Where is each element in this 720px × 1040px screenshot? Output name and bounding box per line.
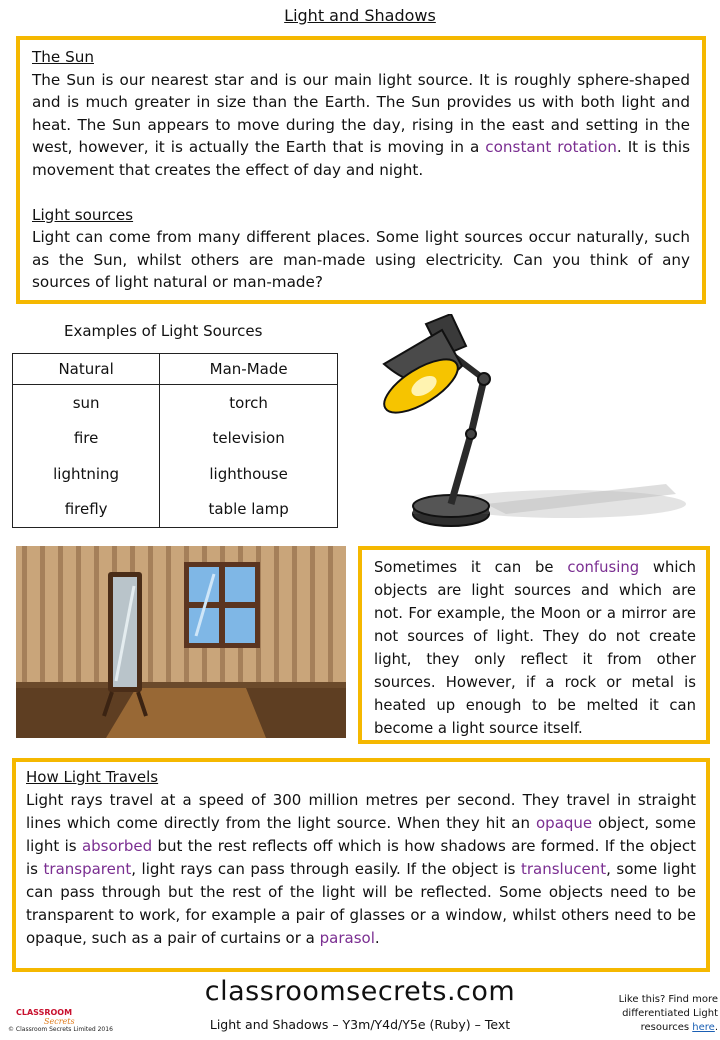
svg-text:CLASSROOM: CLASSROOM bbox=[16, 1008, 73, 1017]
table-cell: table lamp bbox=[160, 492, 338, 528]
footer-website: classroomsecrets.com bbox=[204, 976, 516, 1007]
keyword-translucent: translucent bbox=[520, 860, 607, 878]
desk-lamp-illustration bbox=[366, 314, 706, 539]
keyword-transparent: transparent bbox=[43, 860, 132, 878]
confusing-paragraph: Sometimes it can be confusing which objects are light sources and which are not. For example, the Moon or a mirror are not sources of light. They do not create light, they only reflect it from other sources. However, if a rock or metal is heated up enough to be melted it can become a light source itself. bbox=[374, 559, 697, 737]
table-row bbox=[13, 421, 338, 457]
table-cell: firefly bbox=[13, 492, 160, 528]
table-cell: fire bbox=[13, 421, 160, 457]
copyright-text: © Classroom Secrets Limited 2016 bbox=[8, 1026, 113, 1033]
light-sources-table bbox=[12, 353, 338, 528]
table-header-row bbox=[13, 354, 338, 385]
table-row bbox=[13, 385, 338, 421]
page-title: Light and Shadows bbox=[284, 6, 436, 25]
svg-text:Secrets: Secrets bbox=[44, 1017, 75, 1026]
table-cell: lighthouse bbox=[160, 456, 338, 492]
table-row bbox=[13, 456, 338, 492]
light-sources-heading: Light sources bbox=[32, 205, 134, 224]
keyword-constant-rotation: constant rotation bbox=[485, 138, 617, 157]
column-header-man-made: Man-Made bbox=[160, 354, 338, 385]
table-cell: sun bbox=[13, 385, 160, 421]
keyword-parasol: parasol bbox=[319, 929, 375, 947]
room-window-mirror-illustration bbox=[16, 546, 346, 738]
sun-info-box bbox=[16, 36, 706, 304]
how-light-travels-box bbox=[12, 758, 710, 972]
sun-paragraph: The Sun is our nearest star and is our main light source. It is roughly sphere-shaped and is much greater in size than the Earth. The Sun provides us with both light and heat. The Sun appears to move during the day, rising in the east and setting in the west, however, it is actually the Earth that is moving in a constant rotation. It is this movement that creates the effect of day and night. bbox=[32, 70, 690, 179]
column-header-natural: Natural bbox=[13, 354, 160, 385]
table-cell: television bbox=[160, 421, 338, 457]
sun-heading: The Sun bbox=[32, 48, 94, 66]
table-row bbox=[13, 492, 338, 528]
keyword-opaque: opaque bbox=[536, 814, 593, 832]
table-cell: torch bbox=[160, 385, 338, 421]
footer-more-resources: Like this? Find more differentiated Light resources here. bbox=[618, 994, 718, 1033]
keyword-confusing: confusing bbox=[567, 559, 640, 576]
footer-subtitle: Light and Shadows – Y3m/Y4d/Y5e (Ruby) – Text bbox=[209, 1017, 511, 1032]
keyword-absorbed: absorbed bbox=[81, 837, 153, 855]
table-cell: lightning bbox=[13, 456, 160, 492]
here-link[interactable]: here bbox=[692, 1022, 715, 1033]
how-light-travels-paragraph: Light rays travel at a speed of 300 million metres per second. They travel in straight lines which come directly from the light source. When they hit an opaque object, some light is absorbed but the rest reflects off which is how shadows are formed. If the object is transparent, light rays can pass through easily. If the object is translucent, some light can pass through but the rest of the light will be reflected. Some objects need to be transparent to work, for example a pair of glasses or a window, whilst others need to be opaque, such as a pair of curtains or a parasol. bbox=[26, 791, 696, 947]
table-caption: Examples of Light Sources bbox=[64, 322, 263, 340]
light-sources-paragraph: Light can come from many different places. Some light sources occur naturally, such as the Sun, whilst others are man-made using electricity. Can you think of any sources of light natural or man-made? bbox=[32, 228, 690, 292]
how-light-travels-heading: How Light Travels bbox=[26, 768, 159, 786]
confusing-info-box bbox=[358, 546, 710, 744]
